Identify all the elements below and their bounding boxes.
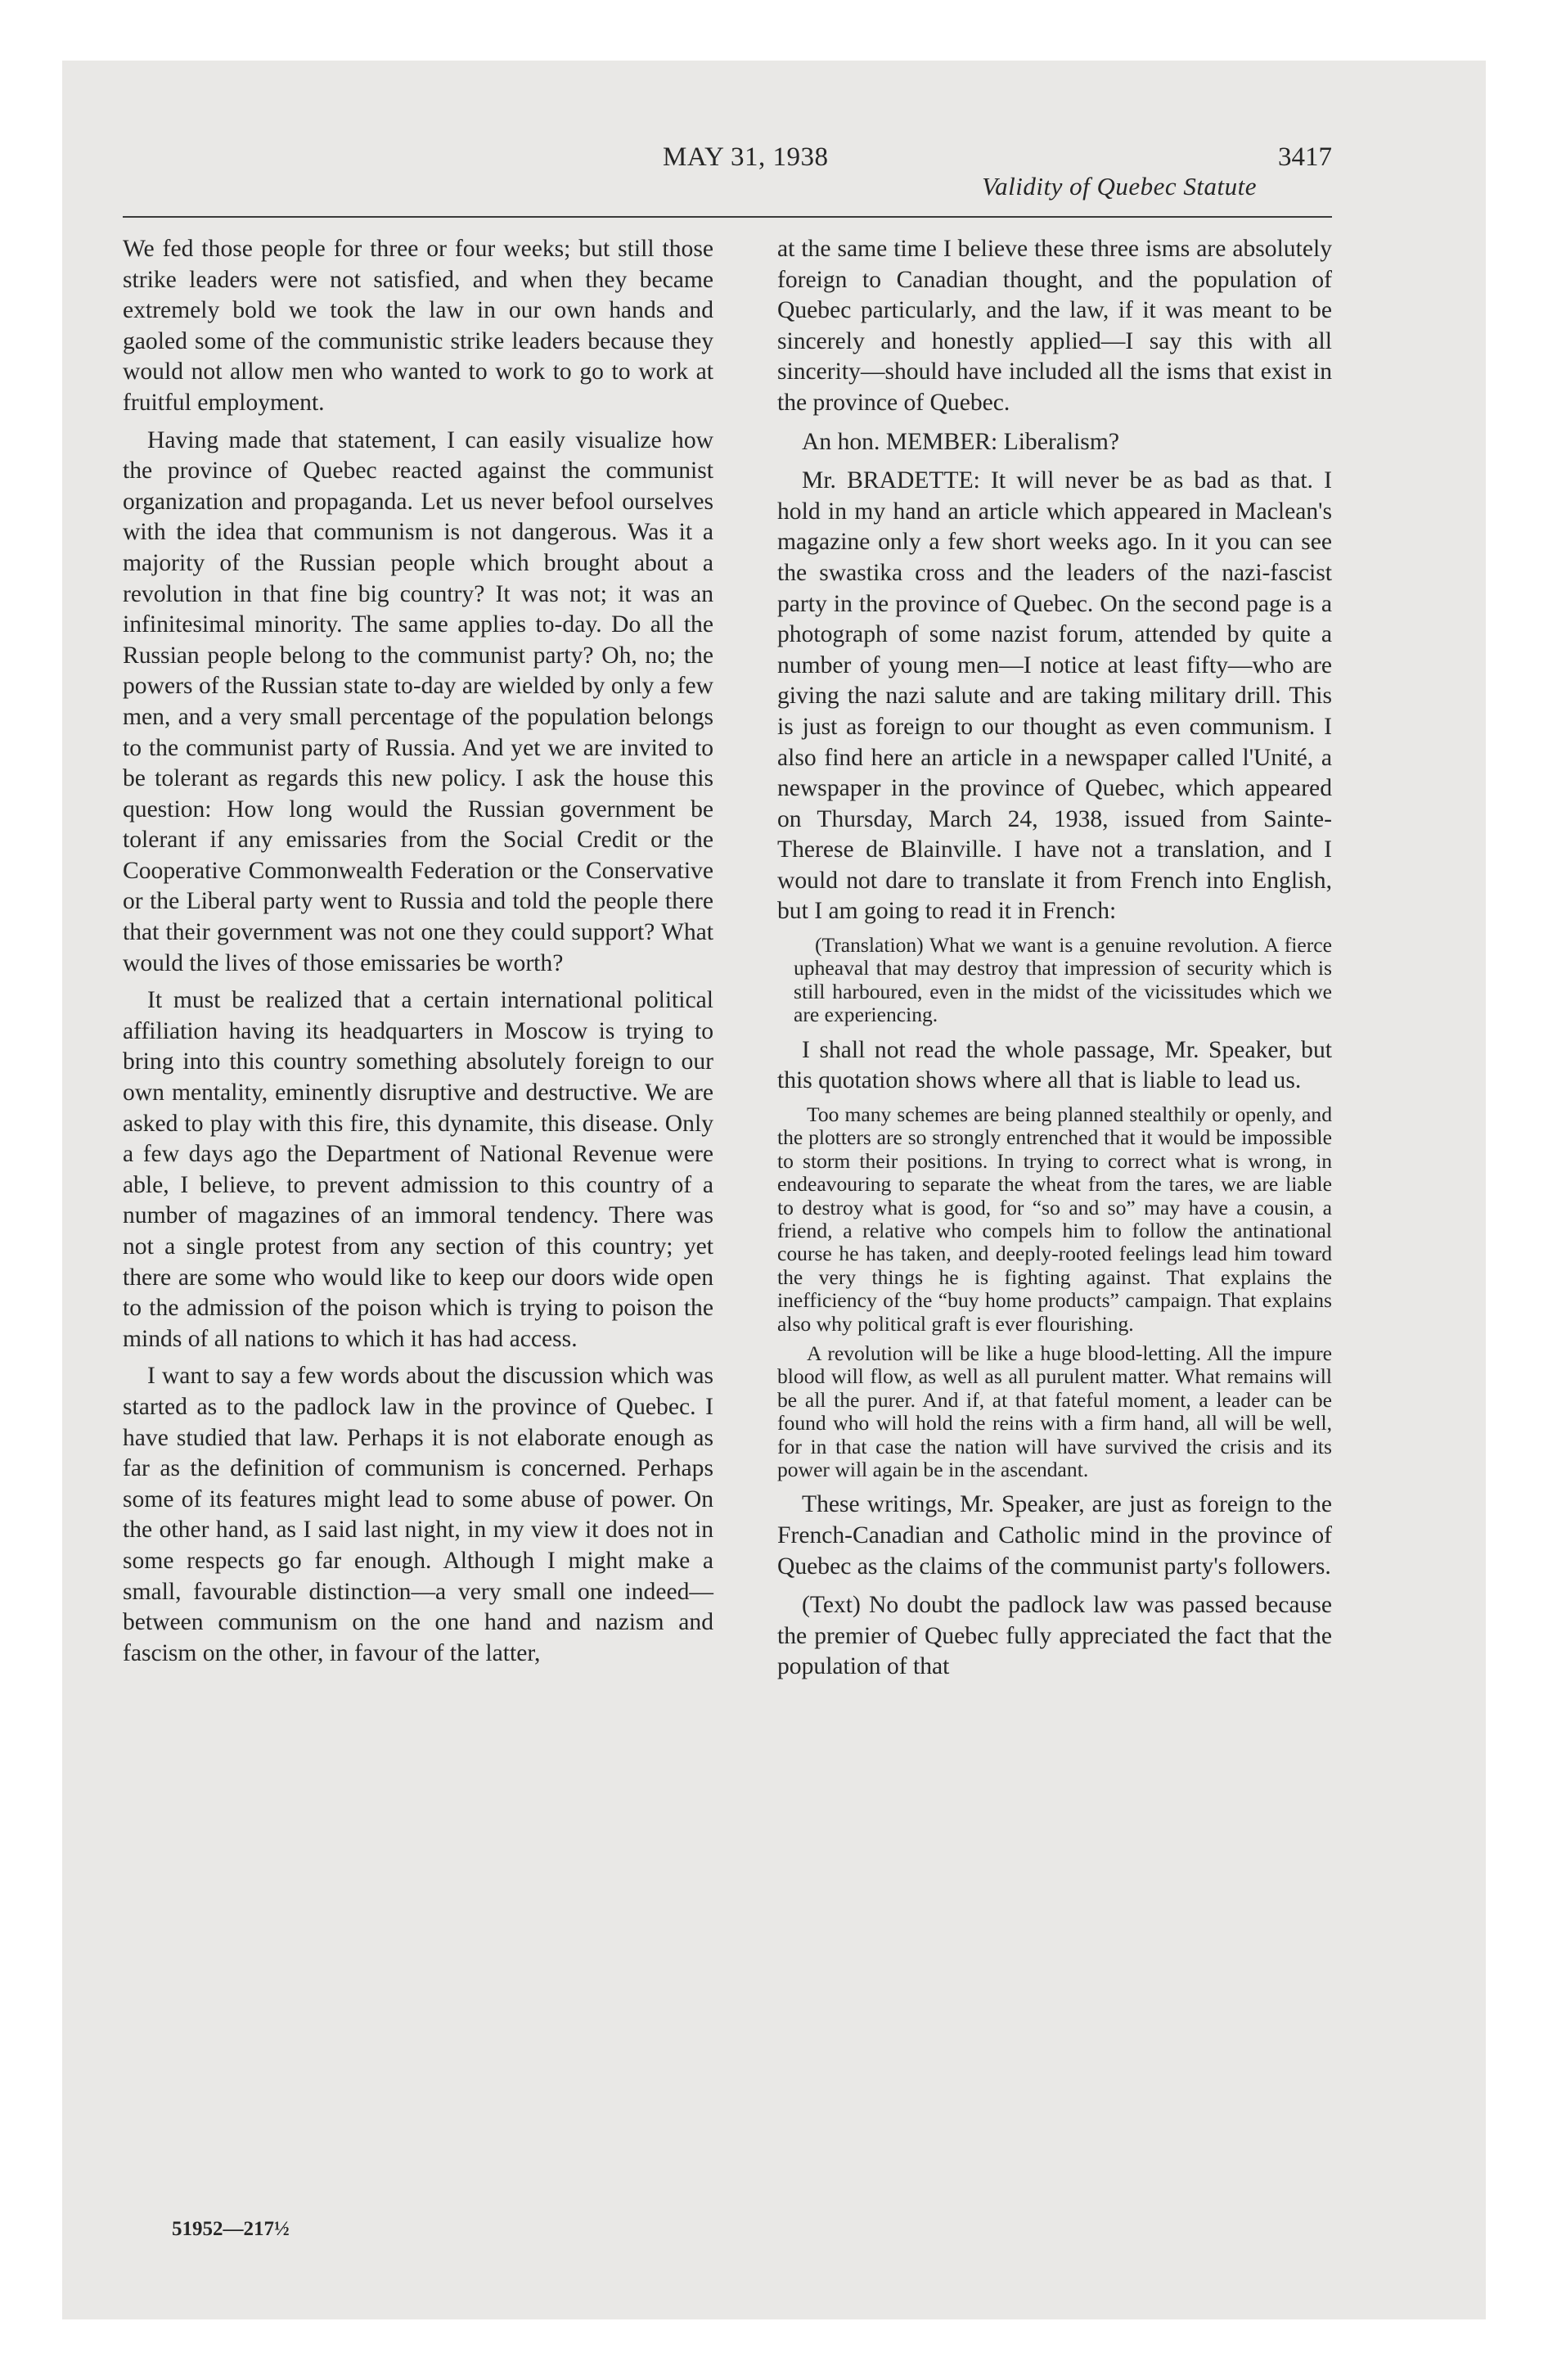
header-date: MAY 31, 1938: [663, 142, 829, 172]
right-paragraph-4: These writings, Mr. Speaker, are just as foreign to the French-Canadian and Catholic mind in the province of Quebec as the claims of the communist party's followers.: [777, 1491, 1332, 1580]
running-header: [123, 142, 1332, 216]
hansard-page: [123, 142, 1332, 2254]
header-title: Validity of Quebec Statute: [982, 172, 1257, 201]
right-paragraph-5: (Text) No doubt the padlock law was passed because the premier of Quebec fully appreciated the fact that the population of that: [777, 1592, 1332, 1680]
translation-quote: (Translation) What we want is a genuine revolution. A fierce upheaval that may destroy that impression of security which is still harboured, even in the midst of the vicissitudes which we are experiencing.: [794, 933, 1332, 1027]
left-paragraph-1: We fed those people for three or four weeks; but still those strike leaders were not satisfied, and when they became extremely bold we took the law in our own hands and gaoled some of the communistic strike leaders because they would not allow men who wanted to work to go to work at fruitful employment.: [123, 236, 713, 416]
printer-code: 51952—217½: [172, 2218, 290, 2240]
right-column: [777, 234, 1332, 1689]
left-column: [123, 234, 713, 1675]
left-paragraph-3: It must be realized that a certain international political affiliation having its headquarters in Moscow is trying to bring into this country something absolutely foreign to our own mentality, eminently disruptive and destructive. We are asked to play with this fire, this dynamite, this disease. Only a few days ago the Department of National Revenue were able, I believe, to prevent admission to this country of a number of magazines of an immoral tendency. There was not a single protest from any section of this country; yet there are some who would like to keep our doors wide open to the admission of the poison which is trying to poison the minds of all nations to which it has had access.: [123, 987, 713, 1352]
quoted-passage-2: A revolution will be like a huge blood-letting. All the impure blood will flow, as well as all purulent matter. What remains will be all the purer. And if, at that fateful moment, a leader can be found who will hold the reins with a firm hand, all will be well, for in that case the nation will have survived the crisis and its power will again be in the ascendant.: [777, 1341, 1332, 1481]
interjection: An hon. MEMBER: Liberalism?: [802, 428, 1119, 455]
right-paragraph-1: at the same time I believe these three isms are absolutely foreign to Canadian thought, and the population of Quebec particularly, and the law, if it was meant to be sincerely and honestly applied—I say this with all sincerity—should have included all the isms that exist in the province of Quebec.: [777, 236, 1332, 416]
left-paragraph-2: Having made that statement, I can easily visualize how the province of Quebec reacted against the communist organization and propaganda. Let us never befool ourselves with the idea that communism is not dangerous. Was it a majority of the Russian people which brought about a revolution in that fine big country? It was not; it was an infinitesimal minority. The same applies to-day. Do all the Russian people belong to the communist party? Oh, no; the powers of the Russian state to-day are wielded by only a few men, and a very small percentage of the population belongs to the communist party of Russia. And yet we are invited to be tolerant as regards this new policy. I ask the house this question: How long would the Russian government be tolerant if any emissaries from the Social Credit or the Cooperative Commonwealth Federation or the Conservative or the Liberal party went to Russia and told the people there that their government was not one they could support? What would the lives of those emissaries be worth?: [123, 426, 713, 976]
right-paragraph-3: I shall not read the whole passage, Mr. Speaker, but this quotation shows where all that is liable to lead us.: [777, 1036, 1332, 1094]
quoted-passage-1: Too many schemes are being planned stealthily or openly, and the plotters are so strongly entrenched that it would be impossible to storm their positions. In trying to correct what is wrong, in endeavouring to separate the wheat from the tares, we are liable to destroy what is good, for “so and so” may have a cousin, a friend, a relative who compels him to follow the antinational course he has taken, and deeply-rooted feelings lead him toward the very things he is fighting against. That explains the inefficiency of the “buy home products” campaign. That explains also why political graft is ever flourishing.: [777, 1102, 1332, 1336]
header-rule: [123, 216, 1332, 218]
right-paragraph-2: Mr. BRADETTE: It will never be as bad as that. I hold in my hand an article which appeared in Maclean's magazine only a few short weeks ago. In it you can see the swastika cross and the leaders of the nazi-fascist party in the province of Quebec. On the second page is a photograph of some nazist forum, attended by quite a number of young men—I notice at least fifty—who are giving the nazi salute and are taking military drill. This is just as foreign to our thought as even communism. I also find here an article in a newspaper called l'Unité, a newspaper in the province of Quebec, which appeared on Thursday, March 24, 1938, issued from Sainte-Therese de Blainville. I have not a translation, and I would not dare to translate it from French into English, but I am going to read it in French:: [777, 467, 1332, 925]
page-number: 3417: [1278, 142, 1332, 172]
left-paragraph-4: I want to say a few words about the discussion which was started as to the padlock law in the province of Quebec. I have studied that law. Perhaps it is not elaborate enough as far as the definition of communism is concerned. Perhaps some of its features might lead to some abuse of power. On the other hand, as I said last night, in my view it does not in some respects go far enough. Although I might make a small, favourable distinction—a very small one indeed—between communism on the one hand and nazism and fascism on the other, in favour of the latter,: [123, 1363, 713, 1666]
